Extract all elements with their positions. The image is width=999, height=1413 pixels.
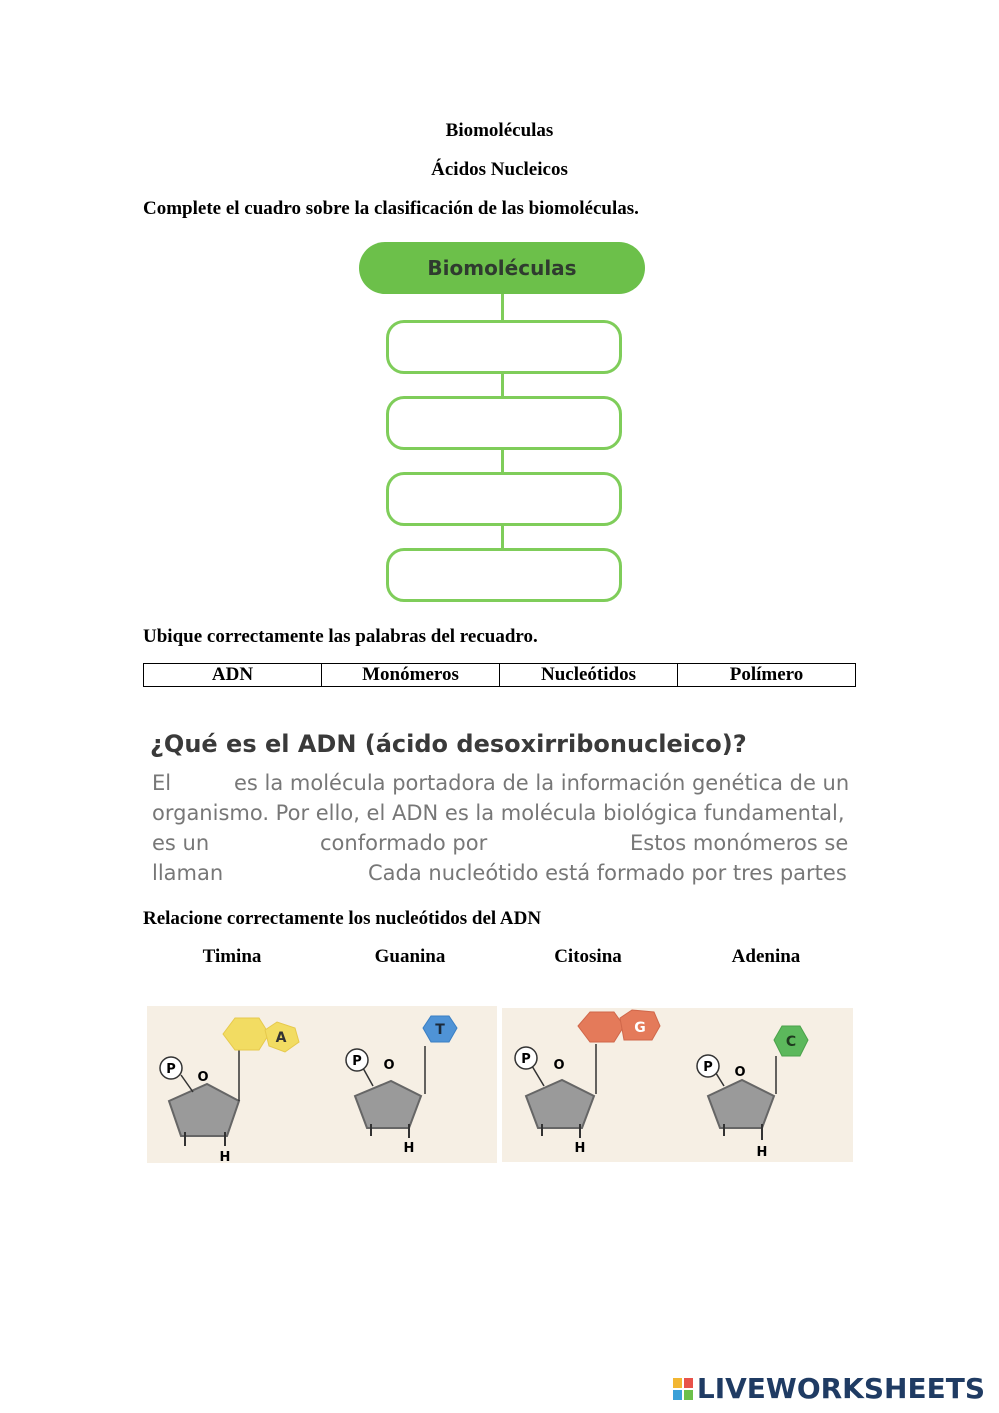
passage-line3-start: es un <box>152 831 210 855</box>
word-monomeros[interactable]: Monómeros <box>322 664 500 687</box>
phosphate-p: P <box>352 1054 362 1069</box>
logo-text: LIVEWORKSHEETS <box>696 1372 985 1405</box>
label-adenina[interactable]: Adenina <box>731 946 801 967</box>
passage-line3-end: Estos monómeros se <box>630 831 849 855</box>
passage-line2: organismo. Por ello, el ADN es la molécula biológica fundamental, <box>152 801 845 825</box>
label-timina[interactable]: Timina <box>202 946 262 967</box>
nucleotide-panel-left <box>147 1006 497 1163</box>
nucleotide-a <box>160 1018 299 1163</box>
word-adn[interactable]: ADN <box>144 664 322 687</box>
passage-line1-end: es la molécula portadora de la información genética de un <box>234 771 850 795</box>
flow-title: Biomoléculas <box>359 242 645 294</box>
classification-flowchart <box>355 240 650 605</box>
phosphate-p: P <box>703 1060 713 1075</box>
flow-answer-box-1[interactable] <box>386 320 622 374</box>
passage-line4-start: llaman <box>152 861 224 885</box>
liveworksheets-logo <box>673 1372 985 1405</box>
oxygen-o: O <box>197 1070 209 1085</box>
nucleotides-gc-figure <box>502 1008 853 1162</box>
flow-answer-box-4[interactable] <box>386 548 622 602</box>
hydrogen-h: H <box>574 1141 586 1156</box>
base-g: G <box>634 1020 646 1036</box>
phosphate-p: P <box>166 1062 176 1077</box>
flow-answer-box-3[interactable] <box>386 472 622 526</box>
passage-line4-end: Cada nucleótido está formado por tres partes <box>368 861 847 885</box>
nucleotide-g <box>515 1010 660 1156</box>
oxygen-o: O <box>383 1058 395 1073</box>
flow-answer-box-2[interactable] <box>386 396 622 450</box>
instruction-relate: Relacione correctamente los nucleótidos del ADN <box>143 908 542 929</box>
label-guanina[interactable]: Guanina <box>374 946 446 967</box>
page-title: Biomoléculas <box>445 120 554 141</box>
oxygen-o: O <box>553 1058 565 1073</box>
word-polimero[interactable]: Polímero <box>678 664 856 687</box>
hydrogen-h: H <box>756 1145 768 1160</box>
base-a: A <box>275 1030 287 1046</box>
oxygen-o: O <box>734 1065 746 1080</box>
nucleotide-t <box>346 1016 457 1156</box>
liveworksheets-logo-icon <box>673 1378 693 1400</box>
page-subtitle: Ácidos Nucleicos <box>431 159 568 180</box>
hydrogen-h: H <box>219 1150 231 1163</box>
hydrogen-h: H <box>403 1141 415 1156</box>
base-c: C <box>785 1034 797 1050</box>
instruction-words: Ubique correctamente las palabras del recuadro. <box>143 626 538 647</box>
nucleotide-c <box>697 1026 808 1160</box>
word-nucleotidos[interactable]: Nucleótidos <box>500 664 678 687</box>
passage-line3-mid: conformado por <box>320 831 488 855</box>
label-citosina[interactable]: Citosina <box>554 946 622 967</box>
passage-line1-start: El <box>152 771 172 795</box>
base-t: T <box>435 1022 445 1038</box>
phosphate-p: P <box>521 1052 531 1067</box>
nucleotide-panel-right <box>502 1008 853 1162</box>
nucleotides-at-figure <box>147 1006 497 1163</box>
word-bank <box>143 663 856 687</box>
adn-question-title: ¿Qué es el ADN (ácido desoxirribonucleico)? <box>150 730 747 758</box>
instruction-classification: Complete el cuadro sobre la clasificación de las biomoléculas. <box>143 198 639 219</box>
